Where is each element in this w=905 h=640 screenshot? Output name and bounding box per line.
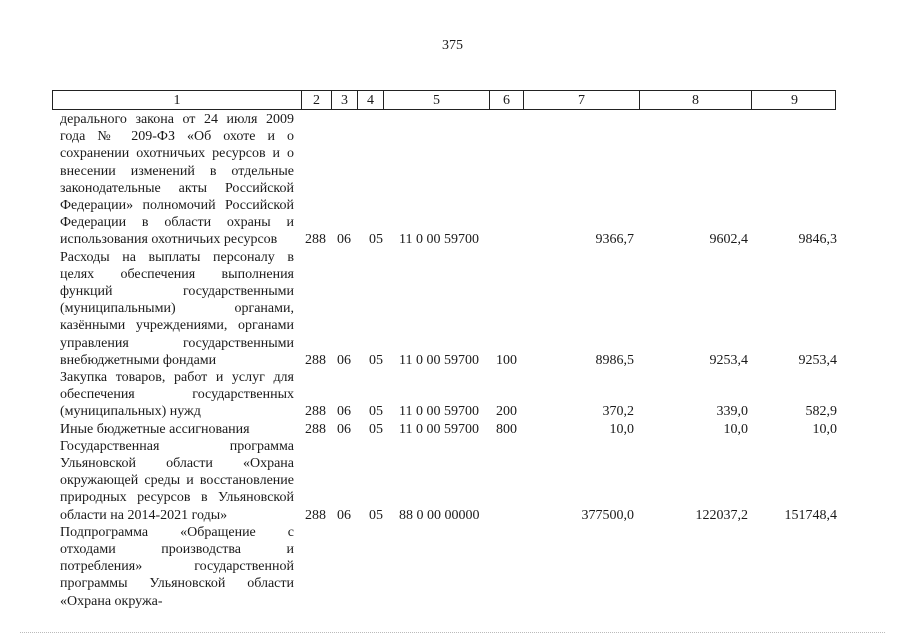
- cell-col-8: 9602,4: [709, 232, 748, 248]
- header-col-1: 1: [173, 93, 181, 108]
- cell-col-7: 8986,5: [595, 352, 634, 368]
- table-row: [0, 438, 905, 524]
- cell-col-8: 9253,4: [709, 352, 748, 368]
- scan-edge-divider: [20, 630, 885, 633]
- cell-col-3: 06: [337, 404, 351, 420]
- header-col-7: 7: [523, 91, 639, 109]
- cell-col-2: 288: [305, 232, 326, 248]
- cell-col-4: 05: [369, 352, 383, 368]
- cell-col-3: 06: [337, 352, 351, 368]
- cell-col-7: 9366,7: [595, 232, 634, 248]
- cell-col-4: 05: [369, 404, 383, 420]
- cell-col-3: 06: [337, 421, 351, 437]
- page-number: 375: [442, 38, 463, 53]
- cell-col-5: 11 0 00 59700: [399, 232, 479, 248]
- table-header: [52, 90, 836, 110]
- cell-col-4: 05: [369, 507, 383, 523]
- cell-col-7: 377500,0: [581, 507, 634, 523]
- header-col-2: 2: [301, 91, 331, 109]
- header-col-3: 3: [331, 91, 357, 109]
- row-description: Расходы на выплаты персоналу в целях обеспечения выполнения функций государственными (муниципальными) органами, казёнными учреждениями, органами управления государственными внебюджетными фондами: [60, 249, 294, 368]
- cell-col-6: 100: [496, 352, 517, 368]
- cell-col-2: 288: [305, 507, 326, 523]
- table-row: [0, 249, 905, 369]
- cell-col-5: 11 0 00 59700: [399, 421, 479, 437]
- cell-col-7: 10,0: [609, 421, 634, 437]
- cell-col-5: 88 0 00 00000: [399, 507, 480, 523]
- cell-col-8: 339,0: [716, 404, 748, 420]
- row-description: Иные бюджетные ассигнования: [60, 421, 250, 437]
- header-col-9: 9: [751, 91, 837, 109]
- table-row: [0, 421, 905, 438]
- cell-col-9: 582,9: [805, 404, 837, 420]
- cell-col-8: 122037,2: [695, 507, 748, 523]
- cell-col-7: 370,2: [602, 404, 634, 420]
- header-col-5: 5: [383, 91, 489, 109]
- cell-col-6: 200: [496, 404, 517, 420]
- row-description: Подпрограмма «Обращение с отходами производства и потребления» государственной программы Ульяновской области «Охрана окружа-: [60, 524, 294, 609]
- cell-col-9: 9253,4: [798, 352, 837, 368]
- cell-col-2: 288: [305, 404, 326, 420]
- cell-col-8: 10,0: [723, 421, 748, 437]
- cell-col-3: 06: [337, 232, 351, 248]
- cell-col-9: 10,0: [812, 421, 837, 437]
- cell-col-2: 288: [305, 421, 326, 437]
- cell-col-6: 800: [496, 421, 517, 437]
- header-col-6: 6: [489, 91, 523, 109]
- row-description: Закупка товаров, работ и услуг для обеспечения государственных (муниципальных) нужд: [60, 370, 294, 420]
- cell-col-5: 11 0 00 59700: [399, 404, 479, 420]
- cell-col-9: 9846,3: [798, 232, 837, 248]
- cell-col-5: 11 0 00 59700: [399, 352, 479, 368]
- cell-col-9: 151748,4: [784, 507, 837, 523]
- row-description: Государственная программа Ульяновской области «Охрана окружающей среды и восстановление природных ресурсов в Ульяновской области на 2014-2021 годы»: [60, 438, 294, 523]
- table-body: [0, 111, 905, 631]
- table-row: [0, 111, 905, 249]
- table-row: [0, 369, 905, 421]
- cell-col-4: 05: [369, 421, 383, 437]
- cell-col-4: 05: [369, 232, 383, 248]
- header-col-4: 4: [357, 91, 383, 109]
- cell-col-3: 06: [337, 507, 351, 523]
- header-col-8: 8: [639, 91, 751, 109]
- cell-col-2: 288: [305, 352, 326, 368]
- row-description: дерального закона от 24 июля 2009 года № 209-ФЗ «Об охоте и о сохранении охотничьих ресурсов и о внесении изменений в отдельные законодательные акты Российской Федерации» полномочий Российской Федерации в области охраны и использования охотничьих ресурсов: [60, 112, 294, 248]
- table-row: [0, 524, 905, 610]
